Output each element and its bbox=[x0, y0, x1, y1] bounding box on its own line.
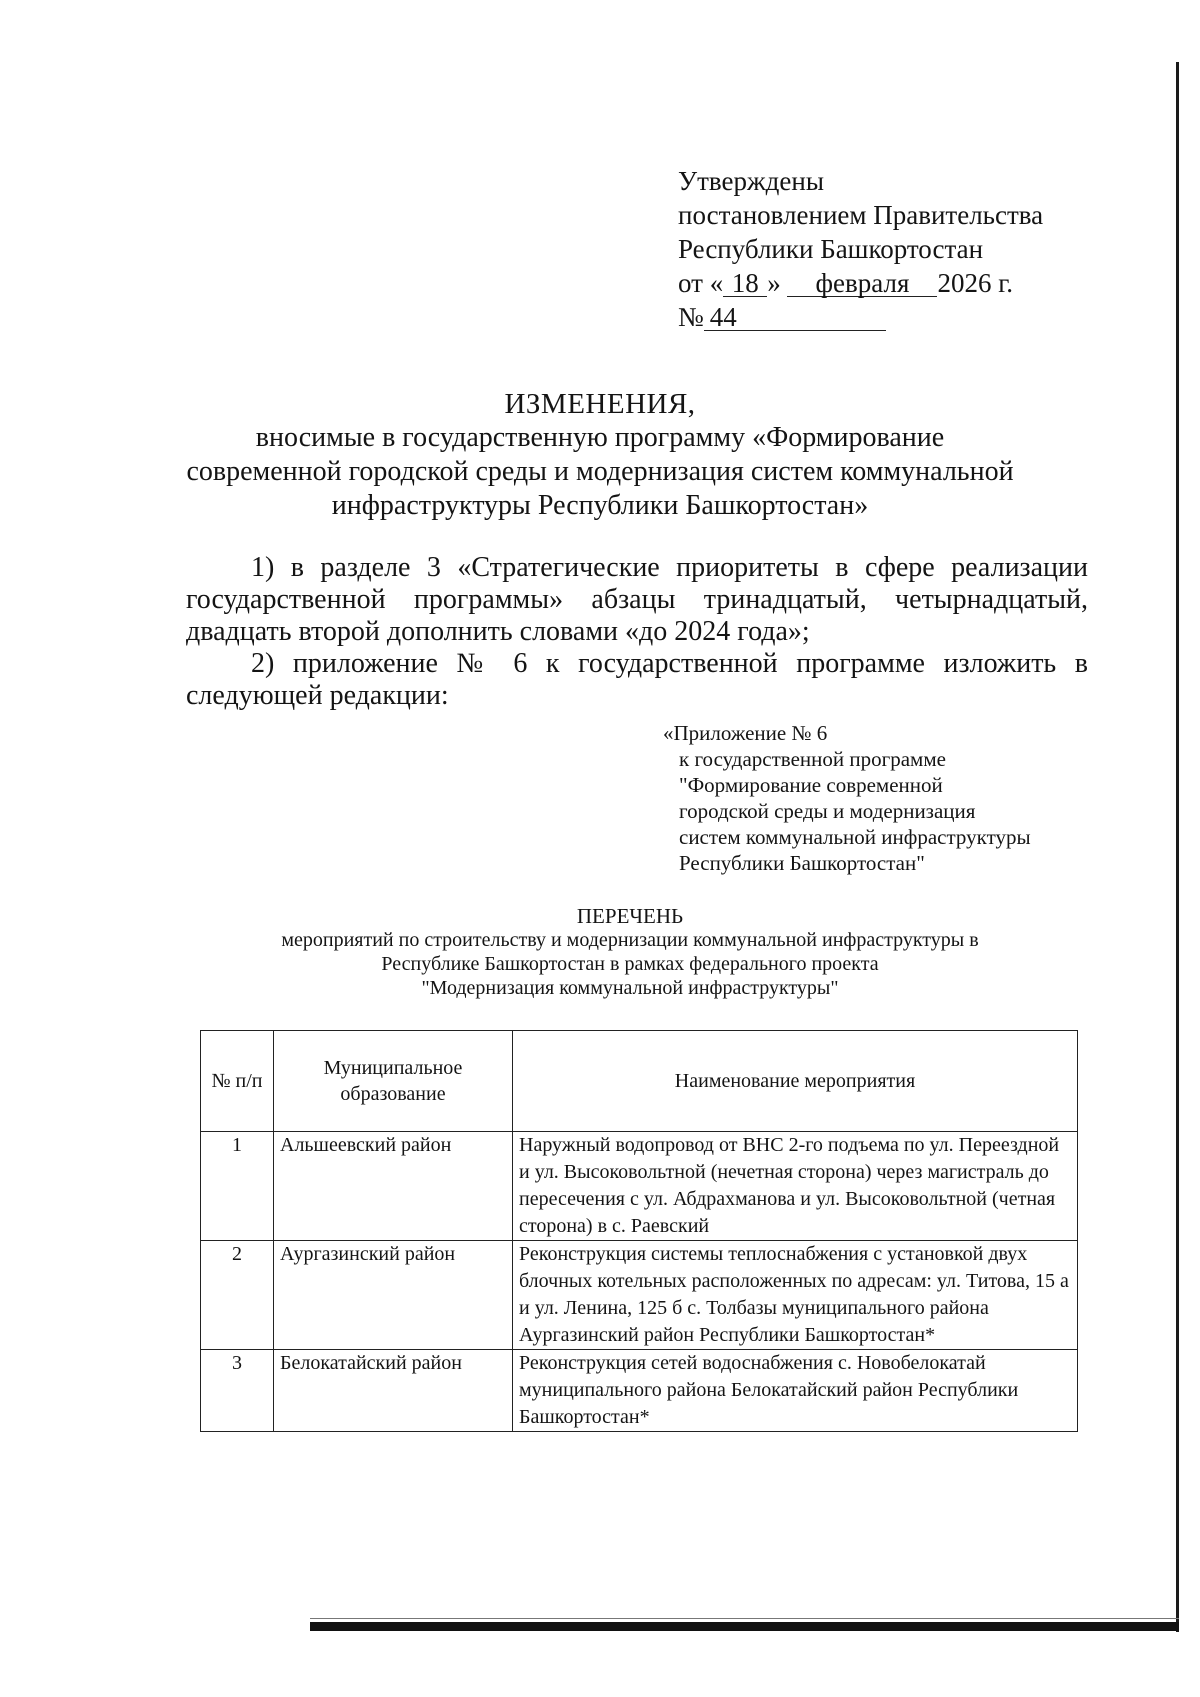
list-subtitle-1: мероприятий по строительству и модернизации коммунальной инфраструктуры в bbox=[281, 929, 979, 951]
appendix-line-4: городской среды и модернизация bbox=[679, 799, 976, 823]
document-heading bbox=[150, 387, 1050, 523]
date-year: 2026 г. bbox=[937, 268, 1013, 298]
list-title: ПЕРЕЧЕНЬ bbox=[576, 904, 684, 928]
row-num: 1 bbox=[201, 1132, 274, 1241]
heading-title: ИЗМЕНЕНИЯ, bbox=[504, 388, 696, 420]
row-num: 2 bbox=[201, 1241, 274, 1350]
header-municipality: Муниципальное образование bbox=[274, 1031, 513, 1132]
appendix-line-3: "Формирование современной bbox=[679, 773, 943, 797]
approval-line-3: Республики Башкортостан bbox=[678, 234, 984, 264]
approval-line-2: постановлением Правительства bbox=[678, 200, 1044, 230]
table-row bbox=[201, 1241, 1078, 1350]
scan-edge-right bbox=[1176, 62, 1179, 1632]
appendix-line-6: Республики Башкортостан" bbox=[679, 851, 925, 875]
heading-line-1: вносимые в государственную программу «Формирование bbox=[255, 422, 945, 453]
table-row bbox=[201, 1350, 1078, 1432]
heading-line-3: инфраструктуры Республики Башкортостан» bbox=[331, 490, 869, 521]
paragraph-1 bbox=[186, 552, 1088, 648]
header-num: № п/п bbox=[201, 1031, 274, 1132]
row-num: 3 bbox=[201, 1350, 274, 1432]
date-quote-close: » bbox=[767, 268, 781, 298]
appendix-line-5: систем коммунальной инфраструктуры bbox=[679, 825, 1031, 849]
list-subtitle-2: Республике Башкортостан в рамках федерального проекта bbox=[381, 953, 879, 975]
list-title-block bbox=[200, 904, 1060, 1000]
date-month: февраля bbox=[787, 270, 937, 297]
paragraph-2 bbox=[186, 648, 1088, 712]
row-event: Наружный водопровод от ВНС 2-го подъема по ул. Переездной и ул. Высоковольтной (нечетная сторона) через магистраль до пересечения с ул. Абдрахманова и ул. Высоковольтной (четная сторона) в с. Раевский bbox=[513, 1132, 1078, 1241]
table-row bbox=[201, 1132, 1078, 1241]
date-day: 18 bbox=[723, 270, 767, 297]
number-value: 44 bbox=[704, 304, 886, 331]
scan-edge-bottom-thin bbox=[310, 1618, 1179, 1619]
appendix-line-2: к государственной программе bbox=[679, 747, 946, 771]
appendix-block bbox=[663, 720, 1031, 876]
events-table bbox=[200, 1030, 1078, 1432]
row-event: Реконструкция системы теплоснабжения с установкой двух блочных котельных расположенных по адресам: ул. Титова, 15 а и ул. Ленина, 125 б с. Толбазы муниципального района Аургазинский район Республики Башкортостан* bbox=[513, 1241, 1078, 1350]
table-header-row bbox=[201, 1031, 1078, 1132]
row-municipality: Белокатайский район bbox=[274, 1350, 513, 1432]
header-event: Наименование мероприятия bbox=[513, 1031, 1078, 1132]
approval-number bbox=[678, 300, 1043, 334]
approval-date bbox=[678, 266, 1043, 300]
approval-block bbox=[678, 164, 1043, 334]
appendix-line-1: «Приложение № 6 bbox=[663, 721, 828, 745]
row-municipality: Альшеевский район bbox=[274, 1132, 513, 1241]
date-prefix: от « bbox=[678, 268, 724, 298]
paragraph-2-text: 2) приложение № 6 к государственной программе изложить в следующей редакции: bbox=[186, 648, 1088, 711]
number-prefix: № bbox=[678, 302, 704, 332]
list-subtitle-3: "Модернизация коммунальной инфраструктуры" bbox=[421, 977, 839, 999]
row-event: Реконструкция сетей водоснабжения с. Новобелокатай муниципального района Белокатайский район Республики Башкортостан* bbox=[513, 1350, 1078, 1432]
scan-edge-bottom bbox=[310, 1622, 1179, 1631]
paragraph-1-text: 1) в разделе 3 «Стратегические приоритеты в сфере реализации государственной программы» абзацы тринадцатый, четырнадцатый, двадцать второй дополнить словами «до 2024 года»; bbox=[186, 552, 1088, 647]
row-municipality: Аургазинский район bbox=[274, 1241, 513, 1350]
heading-line-2: современной городской среды и модернизация систем коммунальной bbox=[186, 456, 1014, 487]
approval-line-1: Утверждены bbox=[678, 166, 824, 196]
